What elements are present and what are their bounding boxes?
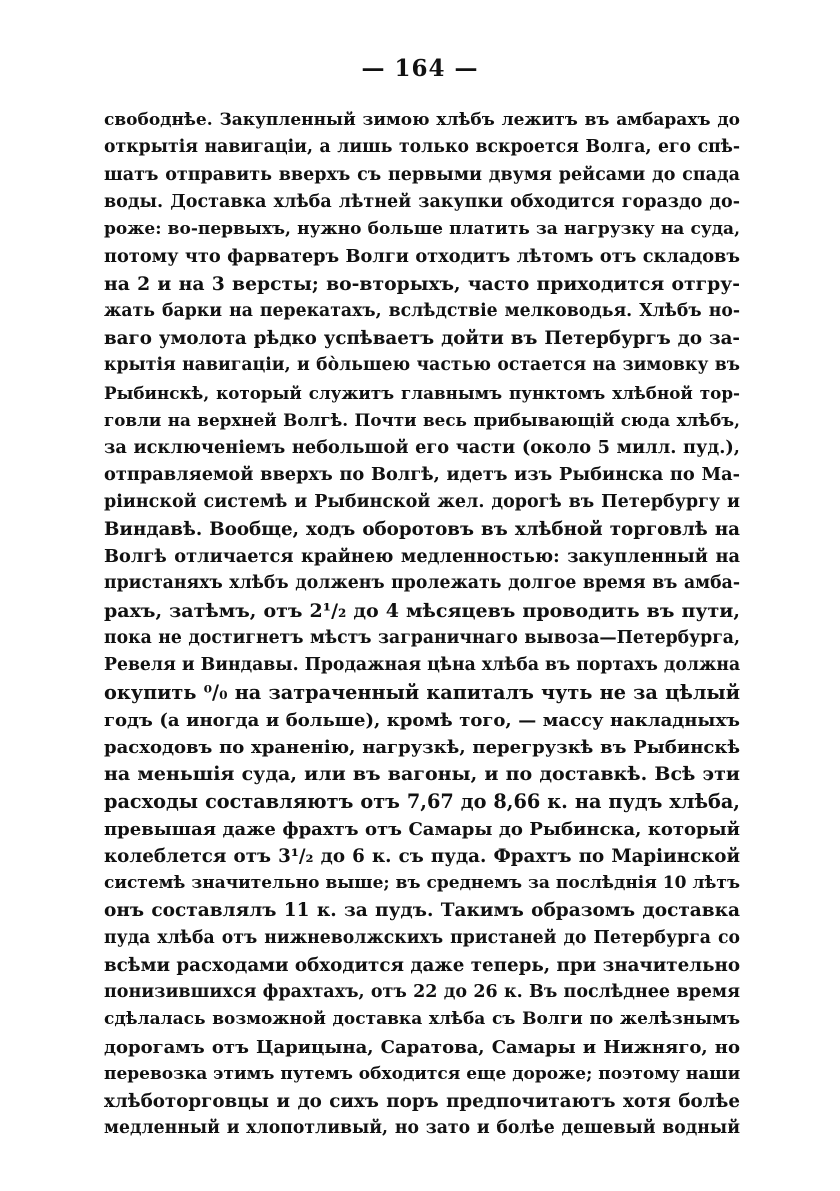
text-line: потому что фарватеръ Волги отходитъ лѣтомъ отъ складовъ [104, 246, 740, 268]
text-line: свободнѣе. Закупленный зимою хлѣбъ лежитъ въ амбарахъ до [104, 110, 740, 130]
text-line: на 2 и на 3 версты; во-вторыхъ, часто приходится отгру- [104, 272, 740, 295]
text-line: Рыбинскѣ, который служитъ главнымъ пунктомъ хлѣбной тор- [104, 382, 740, 403]
text-line: роже: во-первыхъ, нужно больше платить за нагрузку на суда, [104, 219, 740, 239]
text-line: перевозка этимъ путемъ обходится еще дороже; поэтому наши [104, 1063, 740, 1084]
text-line: Волгѣ отличается крайнею медленностью: закупленный на [104, 546, 740, 567]
text-line: хлѣботорговцы и до сихъ поръ предпочитаютъ хотя болѣе [104, 1091, 740, 1112]
text-line: говли на верхней Волгѣ. Почти весь прибывающій сюда хлѣбъ, [104, 409, 740, 430]
text-line: открытія навигаціи, а лишь только вскроется Волга, его спѣ- [104, 137, 740, 158]
text-line: расходы составляютъ отъ 7,67 до 8,66 к. на пудъ хлѣба, [104, 790, 740, 814]
text-line: Виндавѣ. Вообще, ходъ оборотовъ въ хлѣбной торговлѣ на [104, 518, 740, 540]
text-line: годъ (а иногда и больше), кромѣ того, — массу накладныхъ [104, 709, 740, 731]
text-line: расходовъ по храненію, нагрузкѣ, перегрузкѣ въ Рыбинскѣ [104, 736, 740, 758]
text-line: отправляемой вверхъ по Волгѣ, идетъ изъ Рыбинска по Ма- [104, 464, 740, 486]
text-line: колеблется отъ 3¹/₂ до 6 к. съ пуда. Фрахтъ по Маріинской [104, 845, 740, 867]
text-line: за исключеніемъ небольшой его части (около 5 милл. пуд.), [104, 437, 740, 458]
text-line: ріинской системѣ и Рыбинской жел. дорогѣ въ Петербургу и [104, 491, 740, 512]
text-line: сдѣлалась возможной доставка хлѣба съ Волги по желѣзнымъ [104, 1009, 740, 1030]
text-line: шатъ отправить вверхъ съ первыми двумя рейсами до спада [104, 164, 740, 185]
text-line: на меньшія суда, или въ вагоны, и по доставкѣ. Всѣ эти [104, 763, 740, 785]
text-line: медленный и хлопотливый, но зато и болѣе дешевый водный [104, 1118, 740, 1139]
text-line: превышая даже фрахтъ отъ Самары до Рыбинска, который [104, 818, 740, 840]
text-line: окупить ⁰/₀ на затраченный капиталъ чуть не за цѣлый [104, 681, 740, 705]
text-line: воды. Доставка хлѣба лѣтней закупки обходится гораздо до- [104, 191, 740, 212]
text-line: рахъ, затѣмъ, отъ 2¹/₂ до 4 мѣсяцевъ проводить въ пути, [104, 599, 740, 622]
text-line: пристаняхъ хлѣбъ долженъ пролежать долгое время въ амба- [104, 573, 740, 594]
text-line: пока не достигнетъ мѣстъ заграничнаго вывоза—Петербурга, [104, 627, 740, 648]
text-line: онъ составлялъ 11 к. за пудъ. Такимъ образомъ доставка [104, 900, 740, 922]
text-line: ваго умолота рѣдко успѣваетъ дойти въ Петербургъ до за- [104, 328, 740, 349]
text-line: пуда хлѣба отъ нижневолжскихъ пристаней до Петербурга со [104, 927, 740, 948]
text-line: дорогамъ отъ Царицына, Саратова, Самары и Нижняго, но [104, 1036, 740, 1058]
page-number: — 164 — [361, 55, 479, 82]
text-line: Ревеля и Виндавы. Продажная цѣна хлѣба въ портахъ должна [104, 655, 740, 675]
text-line: системѣ значительно выше; въ среднемъ за послѣднія 10 лѣтъ [104, 873, 740, 893]
text-line: понизившихся фрахтахъ, отъ 22 до 26 к. Въ послѣднее время [104, 982, 740, 1002]
text-line: крытія навигаціи, и бо̀льшею частью остается на зимовку въ [104, 355, 740, 376]
body-text [104, 107, 740, 1143]
text-line: жать барки на перекатахъ, вслѣдствіе мелководья. Хлѣбъ но- [104, 300, 740, 321]
text-line: всѣми расходами обходится даже теперь, при значительно [104, 954, 740, 976]
